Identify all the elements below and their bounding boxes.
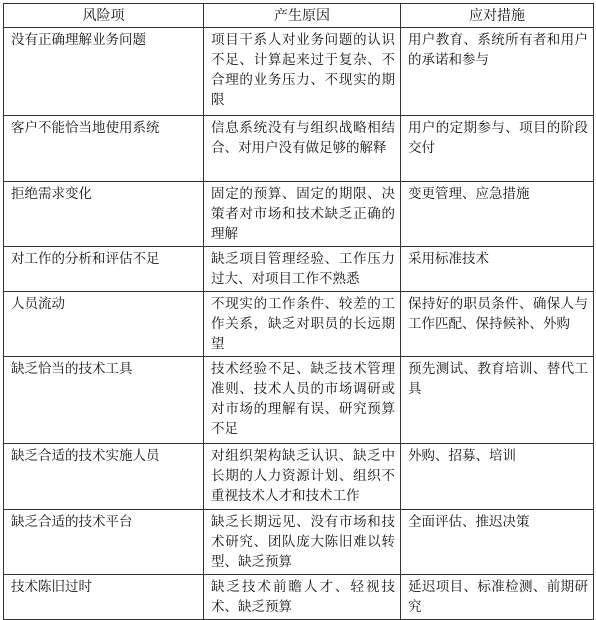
cell-cause: 对组织架构缺乏认识、缺乏中长期的人力资源计划、组织不重视技术人才和技术工作 [204, 444, 401, 510]
cell-cause: 技术经验不足、缺乏技术管理准则、技术人员的市场调研或对市场的理解有误、研究预算不足 [204, 357, 401, 444]
cell-countermeasure: 保持好的职员条件、确保人与工作匹配、保持候补、外购 [401, 292, 594, 357]
risk-table-container [3, 3, 593, 620]
cell-risk-item: 客户不能恰当地使用系统 [4, 116, 204, 182]
cell-countermeasure: 延迟项目、标准检测、前期研究 [401, 575, 594, 620]
header-cause: 产生原因 [204, 4, 401, 28]
table-row [4, 116, 594, 182]
header-countermeasure: 应对措施 [401, 4, 594, 28]
cell-countermeasure: 采用标准技术 [401, 247, 594, 292]
cell-cause: 固定的预算、固定的期限、决策者对市场和技术缺乏正确的理解 [204, 182, 401, 247]
cell-countermeasure: 外购、招募、培训 [401, 444, 594, 510]
risk-table [3, 3, 594, 620]
table-row [4, 28, 594, 116]
table-row [4, 575, 594, 620]
table-row [4, 510, 594, 575]
cell-risk-item: 人员流动 [4, 292, 204, 357]
table-row [4, 444, 594, 510]
cell-risk-item: 缺乏合适的技术平台 [4, 510, 204, 575]
cell-countermeasure: 全面评估、推迟决策 [401, 510, 594, 575]
cell-cause: 缺乏项目管理经验、工作压力过大、对项目工作不熟悉 [204, 247, 401, 292]
cell-cause: 不现实的工作条件、较差的工作关系，缺乏对职员的长远期望 [204, 292, 401, 357]
cell-countermeasure: 用户的定期参与、项目的阶段交付 [401, 116, 594, 182]
cell-risk-item: 缺乏合适的技术实施人员 [4, 444, 204, 510]
cell-risk-item: 拒绝需求变化 [4, 182, 204, 247]
cell-risk-item: 对工作的分析和评估不足 [4, 247, 204, 292]
cell-risk-item: 没有正确理解业务问题 [4, 28, 204, 116]
table-row [4, 182, 594, 247]
cell-cause: 缺乏长期远见、没有市场和技术研究、团队庞大陈旧难以转型、缺乏预算 [204, 510, 401, 575]
cell-cause: 项目干系人对业务问题的认识不足、计算起来过于复杂、不合理的业务压力、不现实的期限 [204, 28, 401, 116]
table-header-row [4, 4, 594, 28]
table-row [4, 357, 594, 444]
header-risk-item: 风险项 [4, 4, 204, 28]
table-row [4, 292, 594, 357]
cell-countermeasure: 用户教育、系统所有者和用户的承诺和参与 [401, 28, 594, 116]
cell-cause: 缺乏技术前瞻人才、轻视技术、缺乏预算 [204, 575, 401, 620]
cell-countermeasure: 变更管理、应急措施 [401, 182, 594, 247]
cell-cause: 信息系统没有与组织战略相结合、对用户没有做足够的解释 [204, 116, 401, 182]
cell-risk-item: 技术陈旧过时 [4, 575, 204, 620]
table-row [4, 247, 594, 292]
cell-risk-item: 缺乏恰当的技术工具 [4, 357, 204, 444]
cell-countermeasure: 预先测试、教育培训、替代工具 [401, 357, 594, 444]
